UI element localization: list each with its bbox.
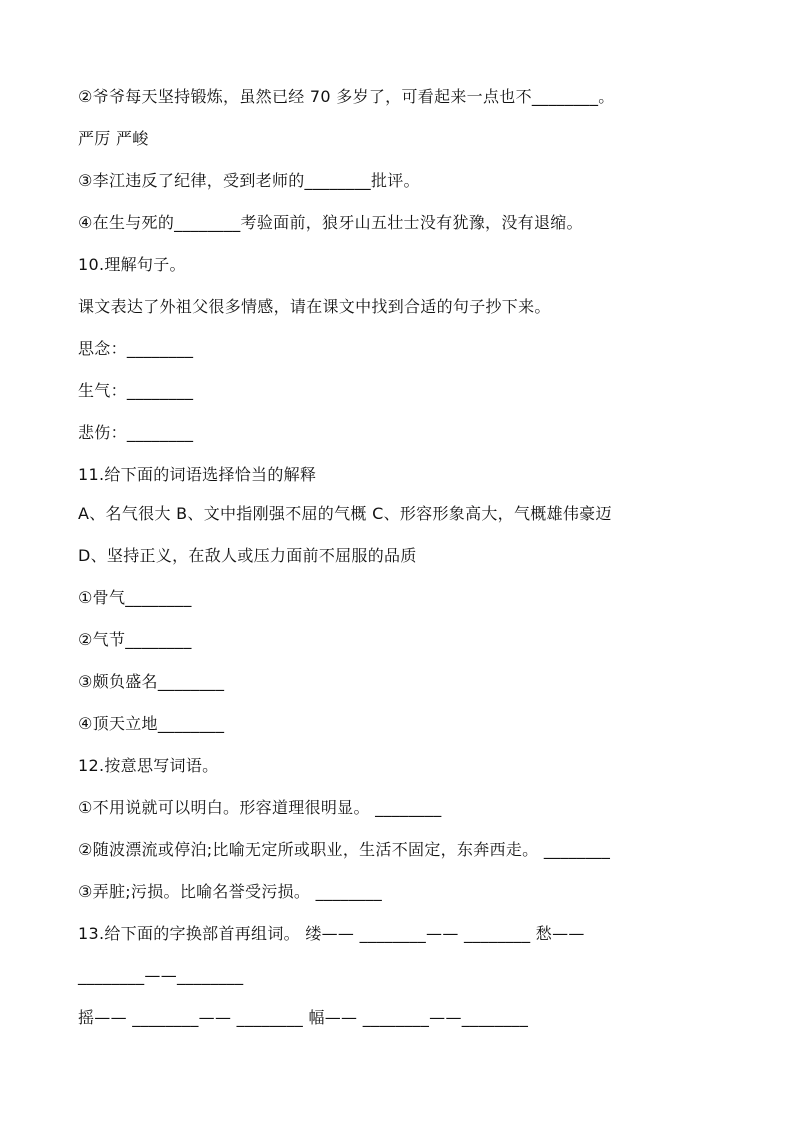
q10-missing: 思念：________ (78, 339, 194, 358)
q13-line-3: 摇—— ________—— ________ 幅—— ________——________ (78, 1008, 529, 1027)
q11-heading: 11.给下面的词语选择恰当的解释 (78, 465, 317, 484)
q13-line-2: ________——________ (78, 966, 244, 985)
q12-item-3: ③弄脏;污损。比喻名誉受污损。 ________ (78, 882, 383, 901)
q10-prompt: 课文表达了外祖父很多情感，请在课文中找到合适的句子抄下来。 (78, 297, 551, 316)
q9-item-2: ②爷爷每天坚持锻炼，虽然已经 70 多岁了，可看起来一点也不________。 (78, 87, 615, 106)
q9-word-options: 严厉 严峻 (78, 129, 149, 148)
q12-item-1: ①不用说就可以明白。形容道理很明显。 ________ (78, 798, 442, 817)
q11-item-4: ④顶天立地________ (78, 714, 225, 733)
q10-sad: 悲伤：________ (78, 423, 194, 442)
q10-heading: 10.理解句子。 (78, 255, 186, 274)
q11-item-3: ③颇负盛名________ (78, 672, 225, 691)
q9-item-4: ④在生与死的________考验面前，狼牙山五壮士没有犹豫，没有退缩。 (78, 213, 583, 232)
q11-options-abc: A、名气很大 B、文中指刚强不屈的气概 C、形容形象高大，气概雄伟豪迈 (78, 504, 612, 523)
q11-item-1: ①骨气________ (78, 588, 192, 607)
q12-heading: 12.按意思写词语。 (78, 756, 219, 775)
q9-item-3: ③李江违反了纪律，受到老师的________批评。 (78, 171, 420, 190)
q12-item-2: ②随波漂流或停泊;比喻无定所或职业，生活不固定，东奔西走。 ________ (78, 840, 611, 859)
q13-heading: 13.给下面的字换部首再组词。 缕—— ________—— ________ 愁—— (78, 924, 585, 943)
q11-item-2: ②气节________ (78, 630, 192, 649)
q10-angry: 生气：________ (78, 381, 194, 400)
q11-option-d: D、坚持正义，在敌人或压力面前不屈服的品质 (78, 546, 417, 565)
